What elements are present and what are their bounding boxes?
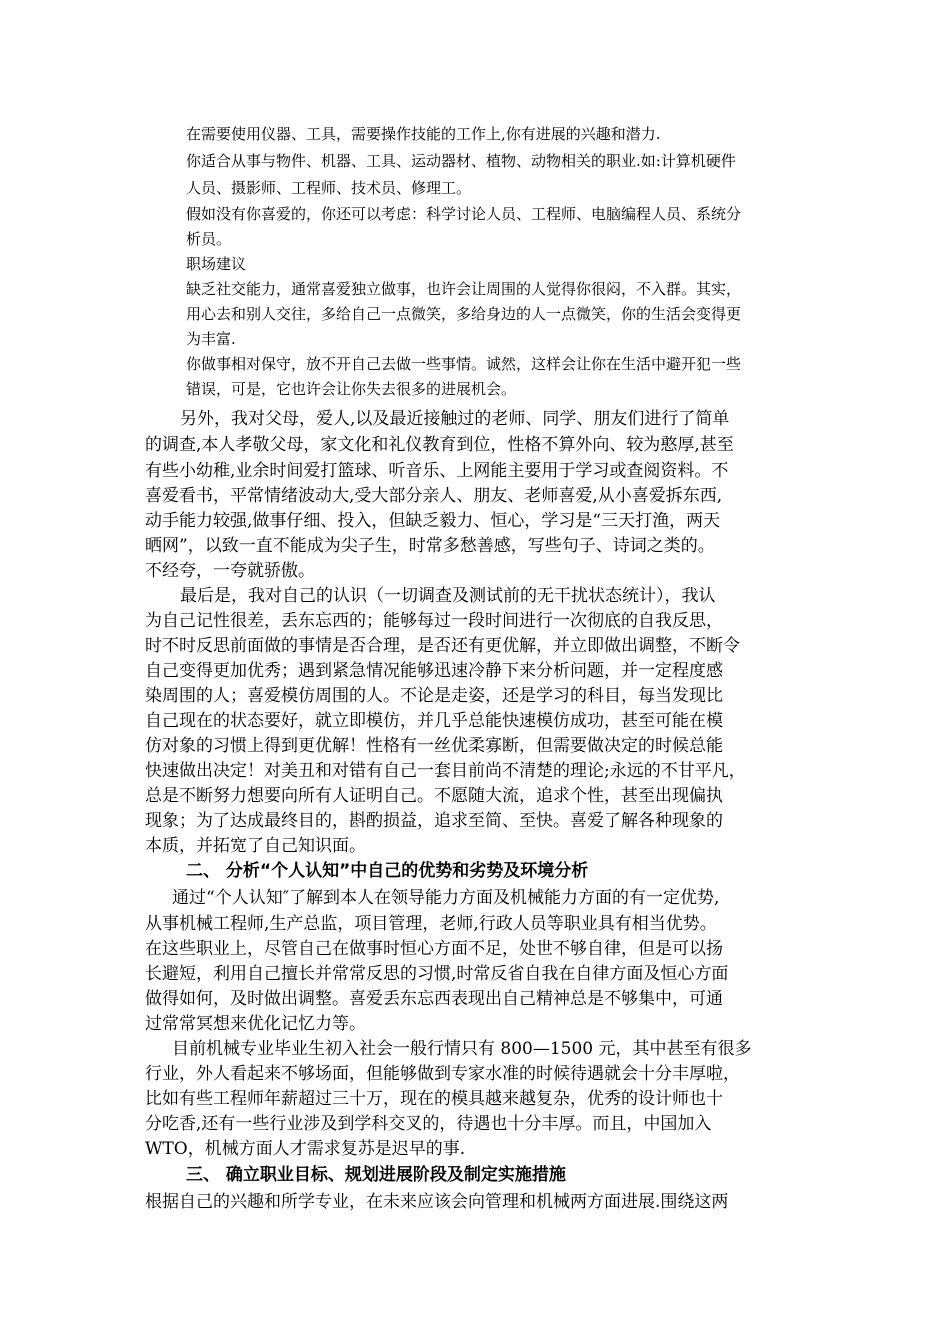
paragraph-line: 本质，并拓宽了自己知识面。 <box>145 836 366 856</box>
paragraph-line: WTO，机械方面人才需求复苏是迟早的事. <box>145 1139 466 1159</box>
paragraph-line: 染周围的人；喜爱模仿周围的人。不论是走姿，还是学习的科目，每当发现比 <box>145 686 723 706</box>
text-line: 缺乏社交能力，通常喜爱独立做事，也许会让周围的人觉得你很闷，不入群。其实， <box>186 280 742 298</box>
paragraph-line: 行业，外人看起来不够场面，但能够做到专家水准的时候待遇就会十分丰厚啦， <box>145 1064 740 1084</box>
text-line: 为丰富. <box>186 330 236 348</box>
paragraph-line: 晒网”，以致一直不能成为尖子生，时常多愁善感，写些句子、诗词之类的。 <box>145 536 715 556</box>
text-line: 错误，可是，它也许会让你失去很多的进展机会。 <box>186 380 517 398</box>
paragraph-line: 长避短，利用自己擅长并常常反思的习惯,时常反省自我在自律方面及恒心方面 <box>145 964 729 984</box>
paragraph-line: 自己变得更加优秀；遇到紧急情况能够迅速冷静下来分析问题，并一定程度感 <box>145 661 723 681</box>
text-line: 在需要使用仪器、工具，需要操作技能的工作上,你有进展的兴趣和潜力. <box>186 125 661 143</box>
paragraph-line: 从事机械工程师,生产总监，项目管理，老师,行政人员等职业具有相当优势。 <box>145 914 717 934</box>
paragraph-line: 动手能力较强,做事仔细、投入，但缺乏毅力、恒心，学习是“三天打渔，两天 <box>145 511 721 531</box>
paragraph-line: 最后是，我对自己的认识（一切调查及测试前的无干扰状态统计），我认 <box>180 586 716 606</box>
paragraph-line: 分吃香,还有一些行业涉及到学科交叉的，待遇也十分丰厚。而且，中国加入 <box>145 1114 712 1134</box>
paragraph-line: 不经夸，一夸就骄傲。 <box>145 561 315 581</box>
text-line: 假如没有你喜爱的，你还可以考虑：科学讨论人员、工程师、电脑编程人员、系统分 <box>186 205 742 223</box>
section-heading: 二、 分析“个人认知”中自己的优势和劣势及环境分析 <box>186 861 589 881</box>
paragraph-line: 过常常冥想来优化记忆力等。 <box>145 1014 366 1034</box>
text-line: 职场建议 <box>186 255 247 273</box>
paragraph-line: 目前机械专业毕业生初入社会一般行情只有 800—1500 元，其中甚至有很多 <box>172 1039 752 1059</box>
paragraph-line: 自己现在的状态要好，就立即模仿，并几乎总能快速模仿成功，甚至可能在模 <box>145 711 723 731</box>
paragraph-line: 比如有些工程师年薪超过三十万，现在的模具越来越复杂，优秀的设计师也十 <box>145 1089 723 1109</box>
paragraph-line: 快速做出决定！对美丑和对错有自己一套目前尚不清楚的理论;永远的不甘平凡， <box>145 761 746 781</box>
text-line: 你适合从事与物件、机器、工具、运动器材、植物、动物相关的职业.如:计算机硬件 <box>186 152 736 170</box>
section-heading: 三、 确立职业目标、规划进展阶段及制定实施措施 <box>186 1165 566 1185</box>
paragraph-line: 通过“个人认知″了解到本人在领导能力方面及机械能力方面的有一定优势, <box>172 888 720 908</box>
paragraph-line: 的调查,本人孝敬父母，家文化和礼仪教育到位，性格不算外向、较为憨厚,甚至 <box>145 435 734 455</box>
paragraph-line: 做得如何，及时做出调整。喜爱丢东忘西表现出自己精神总是不够集中，可通 <box>145 989 723 1009</box>
paragraph-line: 为自己记性很差，丢东忘西的；能够每过一段时间进行一次彻底的自我反思， <box>145 611 723 631</box>
paragraph-line: 喜爱看书，平常情绪波动大,受大部分亲人、朋友、老师喜爱,从小喜爱拆东西, <box>145 486 723 506</box>
text-line: 析员。 <box>186 230 232 248</box>
paragraph-line: 总是不断努力想要向所有人证明自己。不愿随大流，追求个性，甚至出现偏执 <box>145 786 723 806</box>
paragraph-line: 时不时反思前面做的事情是否合理，是否还有更优解，并立即做出调整，不断令 <box>145 636 740 656</box>
text-line: 用心去和别人交往，多给自己一点微笑，多给身边的人一点微笑，你的生活会变得更 <box>186 305 742 323</box>
paragraph-line: 另外，我对父母，爱人,以及最近接触过的老师、同学、朋友们进行了简单 <box>180 409 730 429</box>
paragraph-line: 有些小幼稚,业余时间爱打篮球、听音乐、上网能主要用于学习或查阅资料。不 <box>145 461 729 481</box>
paragraph-line: 现象；为了达成最终目的，斟酌损益，追求至简、至快。喜爱了解各种现象的 <box>145 811 723 831</box>
paragraph-line: 根据自己的兴趣和所学专业，在未来应该会向管理和机械两方面进展.围绕这两 <box>145 1192 729 1212</box>
text-line: 你做事相对保守，放不开自己去做一些事情。诚然，这样会让你在生活中避开犯一些 <box>186 355 742 373</box>
paragraph-line: 在这些职业上，尽管自己在做事时恒心方面不足，处世不够自律，但是可以扬 <box>145 939 723 959</box>
paragraph-line: 仿对象的习惯上得到更优解！性格有一丝优柔寡断，但需要做决定的时候总能 <box>145 736 723 756</box>
text-line: 人员、摄影师、工程师、技术员、修理工。 <box>186 179 472 197</box>
